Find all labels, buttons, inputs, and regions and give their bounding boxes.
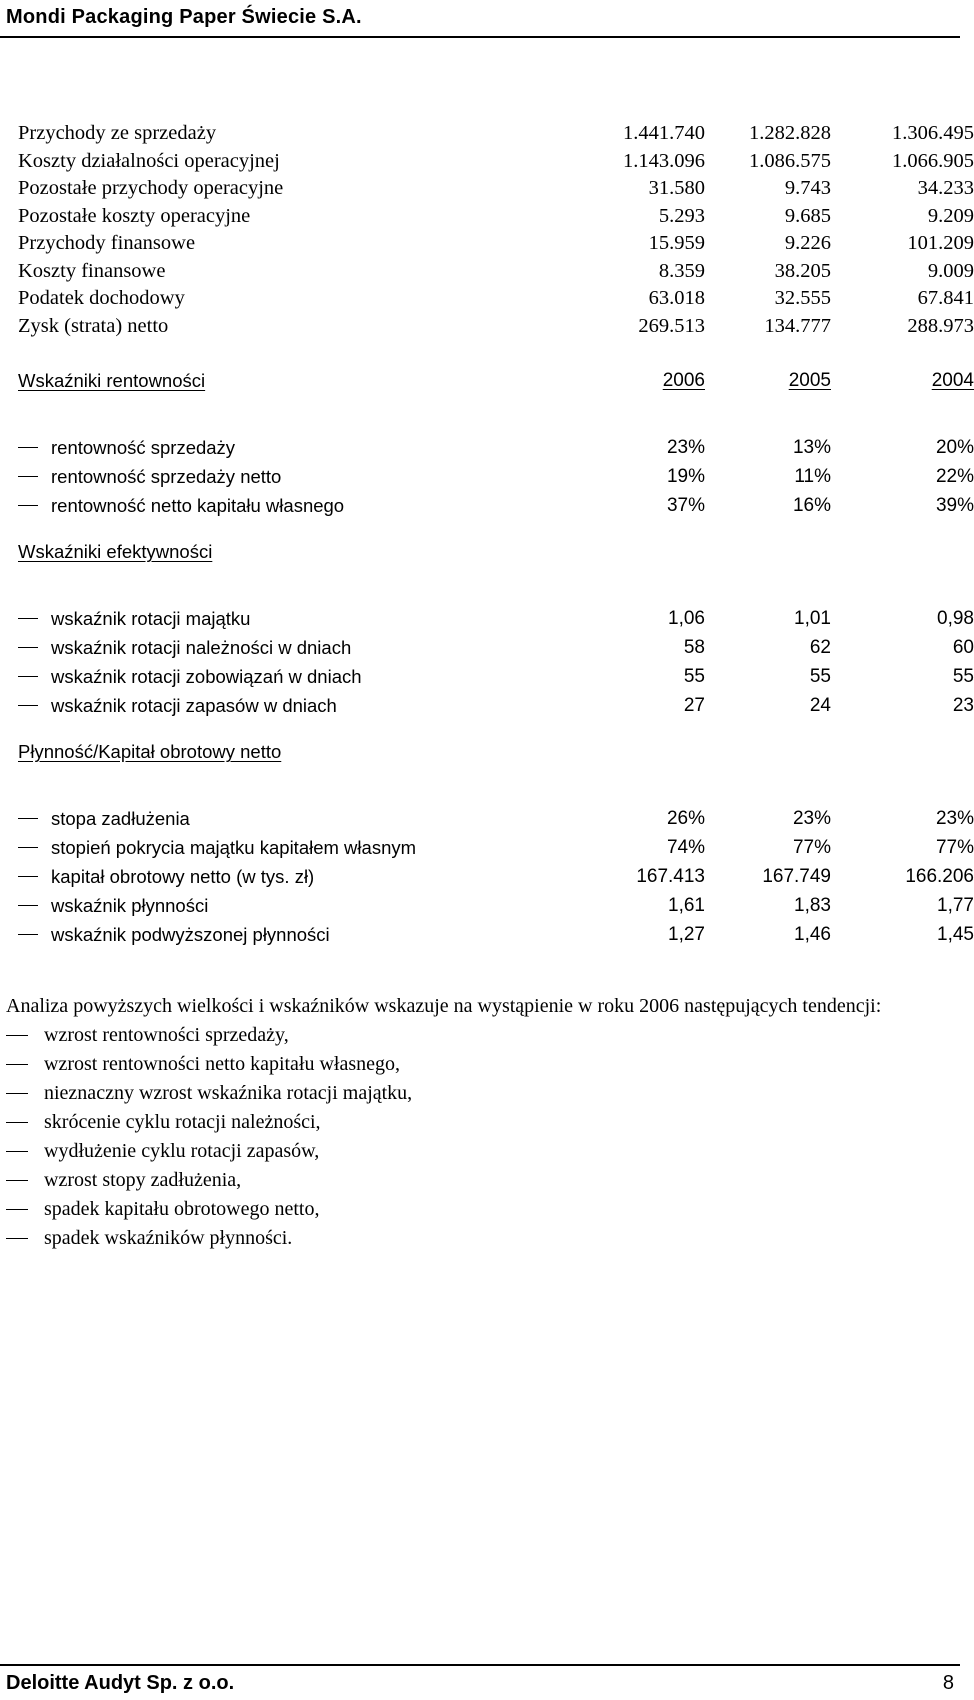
- footer-rule: [0, 1664, 960, 1666]
- bullet-text: nieznaczny wzrost wskaźnika rotacji majątku,: [44, 1082, 413, 1104]
- value-2005: 77%: [792, 837, 831, 858]
- dash-bullet: [6, 1238, 28, 1239]
- value-2005: 24: [809, 695, 831, 716]
- ratio-label: wskaźnik rotacji zapasów w dniach: [51, 695, 337, 716]
- dash-bullet: [18, 818, 38, 819]
- section-header: [18, 538, 958, 566]
- ratio-row: [18, 633, 974, 662]
- value-2006: 167.413: [636, 866, 705, 887]
- dash-bullet: [6, 1180, 28, 1181]
- ratio-row: [18, 662, 974, 691]
- value-2006: 26%: [666, 808, 705, 829]
- financial-label: Pozostałe koszty operacyjne: [18, 204, 251, 227]
- dash-bullet: [18, 934, 38, 935]
- financial-row: [18, 203, 974, 231]
- ratio-label: wskaźnik rotacji należności w dniach: [51, 637, 352, 658]
- year-header: 2004: [931, 370, 974, 391]
- value-2004: 101.209: [907, 232, 974, 254]
- year-header: 2006: [662, 370, 705, 391]
- ratio-row: [18, 491, 974, 520]
- value-2006: 37%: [666, 495, 705, 516]
- financial-row: [18, 230, 974, 258]
- value-2004: 0,98: [937, 608, 974, 629]
- bullet-text: spadek kapitału obrotowego netto,: [44, 1198, 320, 1220]
- dash-bullet: [6, 1151, 28, 1152]
- bullet-text: wzrost stopy zadłużenia,: [44, 1169, 242, 1191]
- dash-bullet: [18, 476, 38, 477]
- header-rule: [0, 36, 960, 38]
- footer-company: Deloitte Audyt Sp. z o.o.: [6, 1672, 235, 1694]
- ratio-row: [18, 691, 974, 720]
- value-2004: 55: [952, 666, 974, 687]
- analysis-text: [6, 992, 954, 1253]
- ratio-label: wskaźnik płynności: [51, 895, 209, 916]
- financial-label: Zysk (strata) netto: [18, 314, 169, 337]
- bullet-text: skrócenie cyklu rotacji należności,: [44, 1111, 321, 1133]
- financial-row: [18, 258, 974, 286]
- ratio-row: [18, 433, 974, 462]
- dash-bullet: [6, 1209, 28, 1210]
- value-2006: 55: [683, 666, 705, 687]
- analysis-bullet: [6, 1195, 954, 1224]
- value-2005: 38.205: [774, 259, 831, 282]
- value-2004: 23%: [935, 808, 974, 829]
- ratio-row: [18, 804, 974, 833]
- value-2006: 27: [683, 695, 705, 716]
- section-title: Płynność/Kapitał obrotowy netto: [18, 741, 282, 762]
- value-2005: 16%: [792, 495, 831, 516]
- page-header-title: Mondi Packaging Paper Świecie S.A.: [6, 6, 362, 28]
- financial-label: Koszty działalności operacyjnej: [18, 149, 280, 172]
- dash-bullet: [18, 847, 38, 848]
- financial-label: Pozostałe przychody operacyjne: [18, 177, 284, 199]
- dash-bullet: [18, 505, 38, 506]
- ratio-row: [18, 891, 974, 920]
- value-2004: 288.973: [907, 314, 974, 337]
- value-2004: 22%: [935, 466, 974, 487]
- dash-bullet: [6, 1093, 28, 1094]
- value-2005: 11%: [794, 466, 831, 487]
- analysis-bullet: [6, 1137, 954, 1166]
- financial-label: Koszty finansowe: [18, 259, 166, 282]
- analysis-bullet: [6, 1021, 954, 1050]
- dash-bullet: [18, 676, 38, 677]
- value-2006: 5.293: [658, 204, 705, 227]
- financial-table: [18, 120, 974, 340]
- value-2005: 13%: [792, 437, 831, 458]
- value-2006: 19%: [666, 466, 705, 487]
- section-title: Wskaźniki rentowności: [18, 370, 206, 391]
- value-2006: 74%: [666, 837, 705, 858]
- ratio-label: rentowność sprzedaży: [51, 437, 236, 458]
- value-2006: 63.018: [648, 287, 705, 309]
- value-2005: 167.749: [762, 866, 831, 887]
- value-2005: 9.685: [784, 204, 831, 227]
- bullet-text: wydłużenie cyklu rotacji zapasów,: [44, 1140, 320, 1162]
- value-2005: 134.777: [764, 314, 831, 337]
- year-header: 2005: [788, 370, 831, 391]
- analysis-bullet: [6, 1224, 954, 1253]
- bullet-text: wzrost rentowności sprzedaży,: [44, 1024, 289, 1046]
- dash-bullet: [18, 447, 38, 448]
- value-2005: 1,46: [794, 924, 831, 945]
- financial-label: Przychody ze sprzedaży: [18, 122, 217, 144]
- financial-row: [18, 120, 974, 148]
- financial-label: Podatek dochodowy: [18, 287, 185, 309]
- ratio-section-liquidity: [18, 738, 974, 949]
- analysis-bullet: [6, 1050, 954, 1079]
- value-2004: 9.009: [927, 259, 974, 282]
- bullet-text: spadek wskaźników płynności.: [44, 1227, 293, 1249]
- financial-row: [18, 148, 974, 176]
- ratio-section-profitability: [18, 367, 974, 520]
- value-2006: 269.513: [638, 314, 705, 337]
- ratio-label: kapitał obrotowy netto (w tys. zł): [51, 866, 315, 887]
- ratio-label: rentowność sprzedaży netto: [51, 466, 282, 487]
- value-2005: 55: [809, 666, 831, 687]
- value-2006: 15.959: [648, 232, 705, 254]
- value-2005: 1,83: [794, 895, 831, 916]
- value-2005: 1,01: [794, 608, 831, 629]
- value-2006: 1,27: [668, 924, 705, 945]
- analysis-bullet-list: [6, 1021, 954, 1253]
- value-2006: 58: [683, 637, 705, 658]
- section-header: [18, 738, 958, 766]
- dash-bullet: [18, 876, 38, 877]
- value-2006: 31.580: [648, 177, 705, 199]
- section-header: [18, 367, 974, 395]
- dash-bullet: [18, 647, 38, 648]
- value-2005: 1.282.828: [749, 122, 831, 144]
- value-2006: 1.441.740: [623, 122, 705, 144]
- value-2005: 32.555: [774, 287, 831, 309]
- dash-bullet: [6, 1035, 28, 1036]
- value-2004: 9.209: [927, 204, 974, 227]
- value-2005: 9.743: [784, 177, 831, 199]
- value-2004: 34.233: [917, 177, 974, 199]
- ratio-label: rentowność netto kapitału własnego: [51, 495, 345, 516]
- financial-row: [18, 285, 974, 313]
- section-title: Wskaźniki efektywności: [18, 541, 213, 562]
- ratio-label: wskaźnik rotacji zobowiązań w dniach: [51, 666, 362, 687]
- ratio-row: [18, 833, 974, 862]
- ratio-label: wskaźnik podwyższonej płynności: [51, 924, 330, 945]
- financial-row: [18, 313, 974, 341]
- value-2006: 8.359: [658, 259, 705, 282]
- value-2005: 62: [809, 637, 831, 658]
- dash-bullet: [6, 1064, 28, 1065]
- value-2005: 1.086.575: [749, 149, 831, 172]
- ratio-row: [18, 920, 974, 949]
- ratio-label: wskaźnik rotacji majątku: [51, 608, 251, 629]
- analysis-bullet: [6, 1108, 954, 1137]
- bullet-text: wzrost rentowności netto kapitału własnego,: [44, 1053, 401, 1075]
- value-2006: 23%: [666, 437, 705, 458]
- dash-bullet: [6, 1122, 28, 1123]
- value-2004: 20%: [935, 437, 974, 458]
- value-2006: 1,61: [668, 895, 705, 916]
- value-2004: 1.306.495: [892, 122, 974, 144]
- ratio-section-efficiency: [18, 538, 974, 720]
- dash-bullet: [18, 705, 38, 706]
- value-2004: 67.841: [917, 287, 974, 309]
- analysis-bullet: [6, 1079, 954, 1108]
- ratio-row: [18, 862, 974, 891]
- value-2005: 23%: [792, 808, 831, 829]
- value-2004: 60: [952, 637, 974, 658]
- value-2004: 1.066.905: [892, 149, 974, 172]
- ratio-label: stopa zadłużenia: [51, 808, 190, 829]
- value-2006: 1.143.096: [623, 149, 705, 172]
- dash-bullet: [18, 905, 38, 906]
- dash-bullet: [18, 618, 38, 619]
- financial-row: [18, 175, 974, 203]
- value-2004: 1,77: [937, 895, 974, 916]
- ratio-label: stopień pokrycia majątku kapitałem własnym: [51, 837, 417, 858]
- page-number: 8: [942, 1672, 954, 1694]
- value-2004: 166.206: [905, 866, 974, 887]
- analysis-bullet: [6, 1166, 954, 1195]
- analysis-intro: Analiza powyższych wielkości i wskaźników wskazuje na wystąpienie w roku 2006 następujących tendencji:: [6, 995, 882, 1017]
- value-2004: 1,45: [937, 924, 974, 945]
- value-2006: 1,06: [668, 608, 705, 629]
- ratio-row: [18, 604, 974, 633]
- value-2004: 23: [952, 695, 974, 716]
- ratio-row: [18, 462, 974, 491]
- value-2004: 39%: [935, 495, 974, 516]
- financial-label: Przychody finansowe: [18, 232, 196, 254]
- value-2005: 9.226: [784, 232, 831, 254]
- value-2004: 77%: [935, 837, 974, 858]
